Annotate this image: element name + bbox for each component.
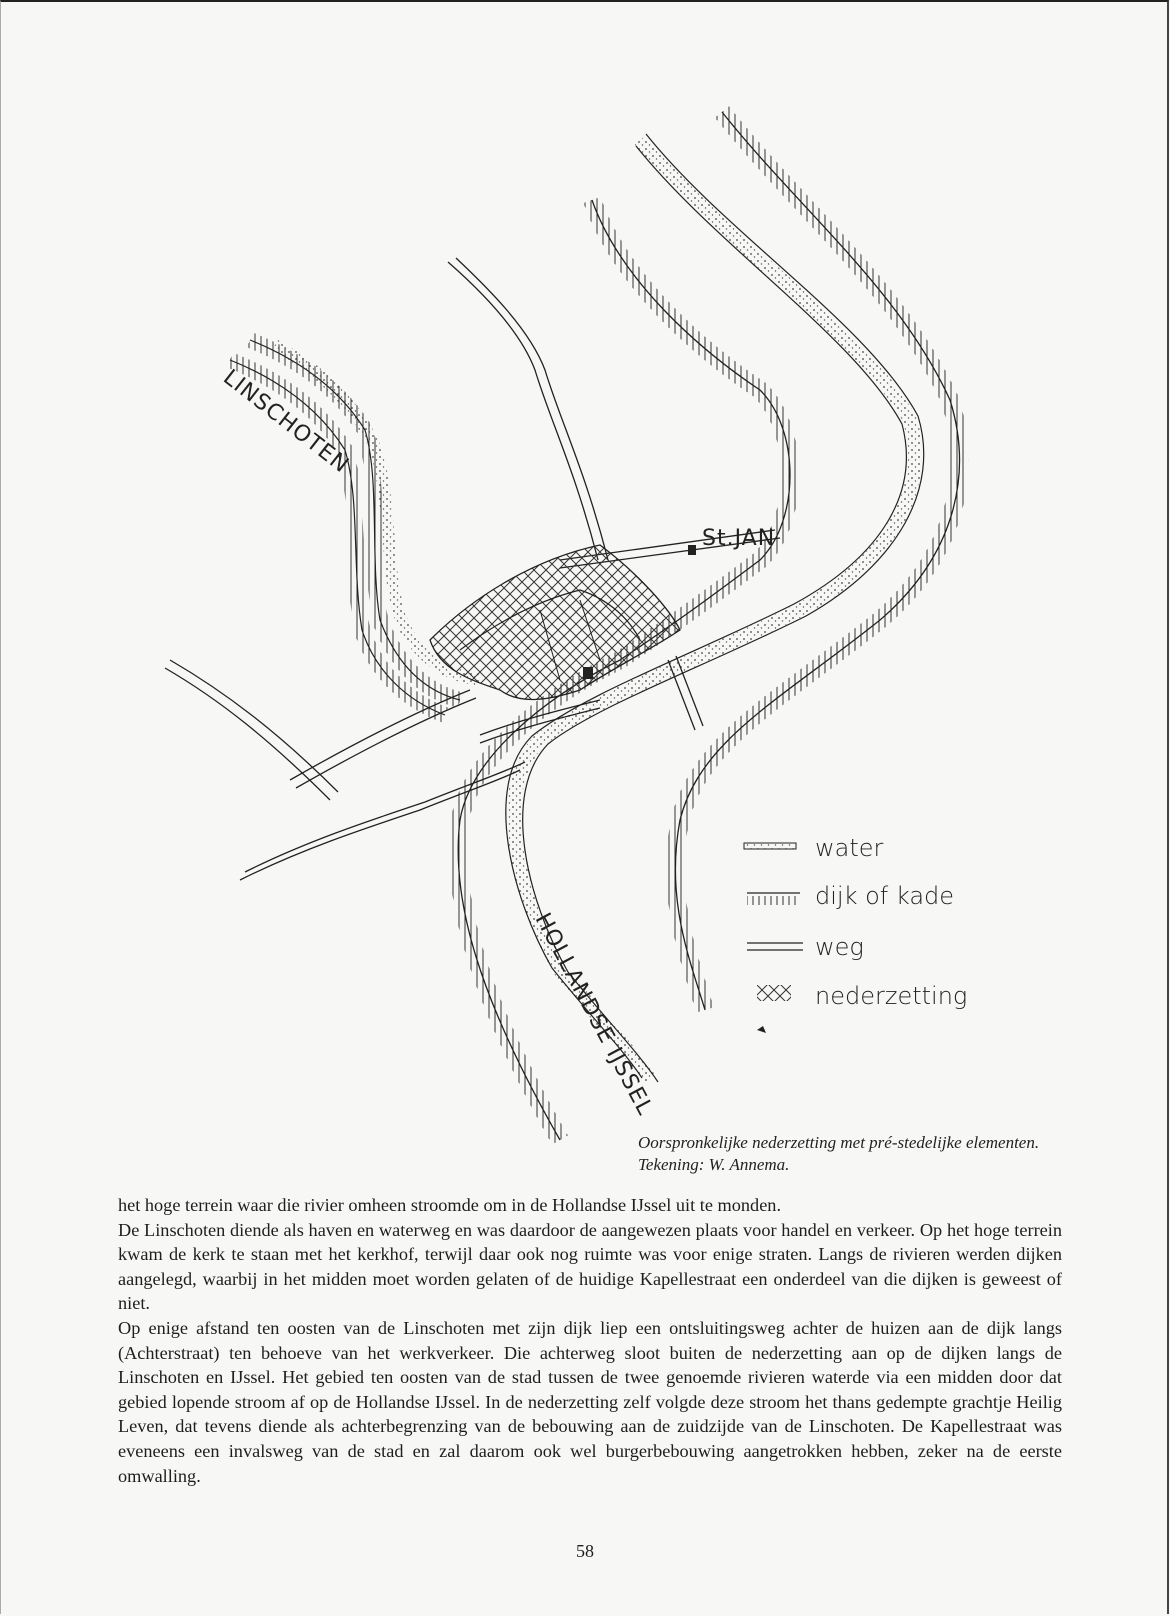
legend-settlement-label: nederzetting xyxy=(815,982,968,1010)
legend-item-dike xyxy=(747,882,954,910)
page-number: 58 xyxy=(576,1541,594,1561)
paragraph-1: het hoge terrein waar die rivier omheen stroomde om in de Hollandse IJssel uit te monden. xyxy=(118,1195,782,1215)
hollandse-ijssel-label: HOLLANDSE IJSSEL xyxy=(529,909,658,1120)
legend-item-water xyxy=(744,834,884,862)
linschoten-label: LINSCHOTEN xyxy=(218,365,354,479)
figure-caption xyxy=(638,1132,1158,1176)
legend-item-settlement xyxy=(757,982,967,1010)
legend-item-road xyxy=(747,933,864,961)
paragraph-3: Op enige afstand ten oosten van de Linschoten met zijn dijk liep een ontsluitingsweg achter de huizen aan de dijk langs (Achterstraat) ten behoeve van het werkverkeer. Die achterweg sloot buiten de nederzetting aan op de dijken langs de Linschoten en IJssel. Het gebied ten oosten van de stad tussen de twee genoemde rivieren waterde via een midden door dat gebied lopende stroom af op de Hollandse IJssel. In de nederzetting zelf volgde deze stroom het thans gedempte grachtje Heilig Leven, dat tevens diende als achterbegrenzing van de bebouwing aan de zuidzijde van de Linschoten. De Kapellestraat was eveneens een invalsweg van de stad en zal daarom ook wel burgerbebouwing aangetrokken hebben, zeker na de eerste omwalling. xyxy=(118,1317,1062,1486)
caption-line-2: Tekening: W. Annema. xyxy=(638,1155,790,1174)
ijssel-east-dike xyxy=(675,112,959,1010)
church-marker-icon xyxy=(583,667,593,679)
st-jan-enclosure xyxy=(688,526,775,555)
body-text xyxy=(118,1193,1062,1488)
caption-line-1: Oorspronkelijke nederzetting met pré-stedelijke elementen. xyxy=(638,1133,1040,1152)
st-jan-label: St.JAN xyxy=(702,526,776,551)
map-legend xyxy=(744,834,967,1033)
legend-water-label: water xyxy=(815,834,884,862)
church-symbol-icon xyxy=(757,1026,766,1033)
paragraph-2: De Linschoten diende als haven en waterweg en was daardoor de aangewezen plaats voor handel en verkeer. Op het hoge terrein kwam de kerk te staan met het kerkhof, terwijl daar ook nog ruimte was voor enige straten. Langs de rivieren werden dijken aangelegd, waarbij in het midden moet worden gelaten of de huidige Kapellestraat een onderdeel van die dijken is geweest of niet. xyxy=(118,1219,1062,1314)
legend-dike-label: dijk of kade xyxy=(815,882,955,910)
st-jan-church-icon xyxy=(688,545,696,555)
legend-road-label: weg xyxy=(815,933,864,961)
